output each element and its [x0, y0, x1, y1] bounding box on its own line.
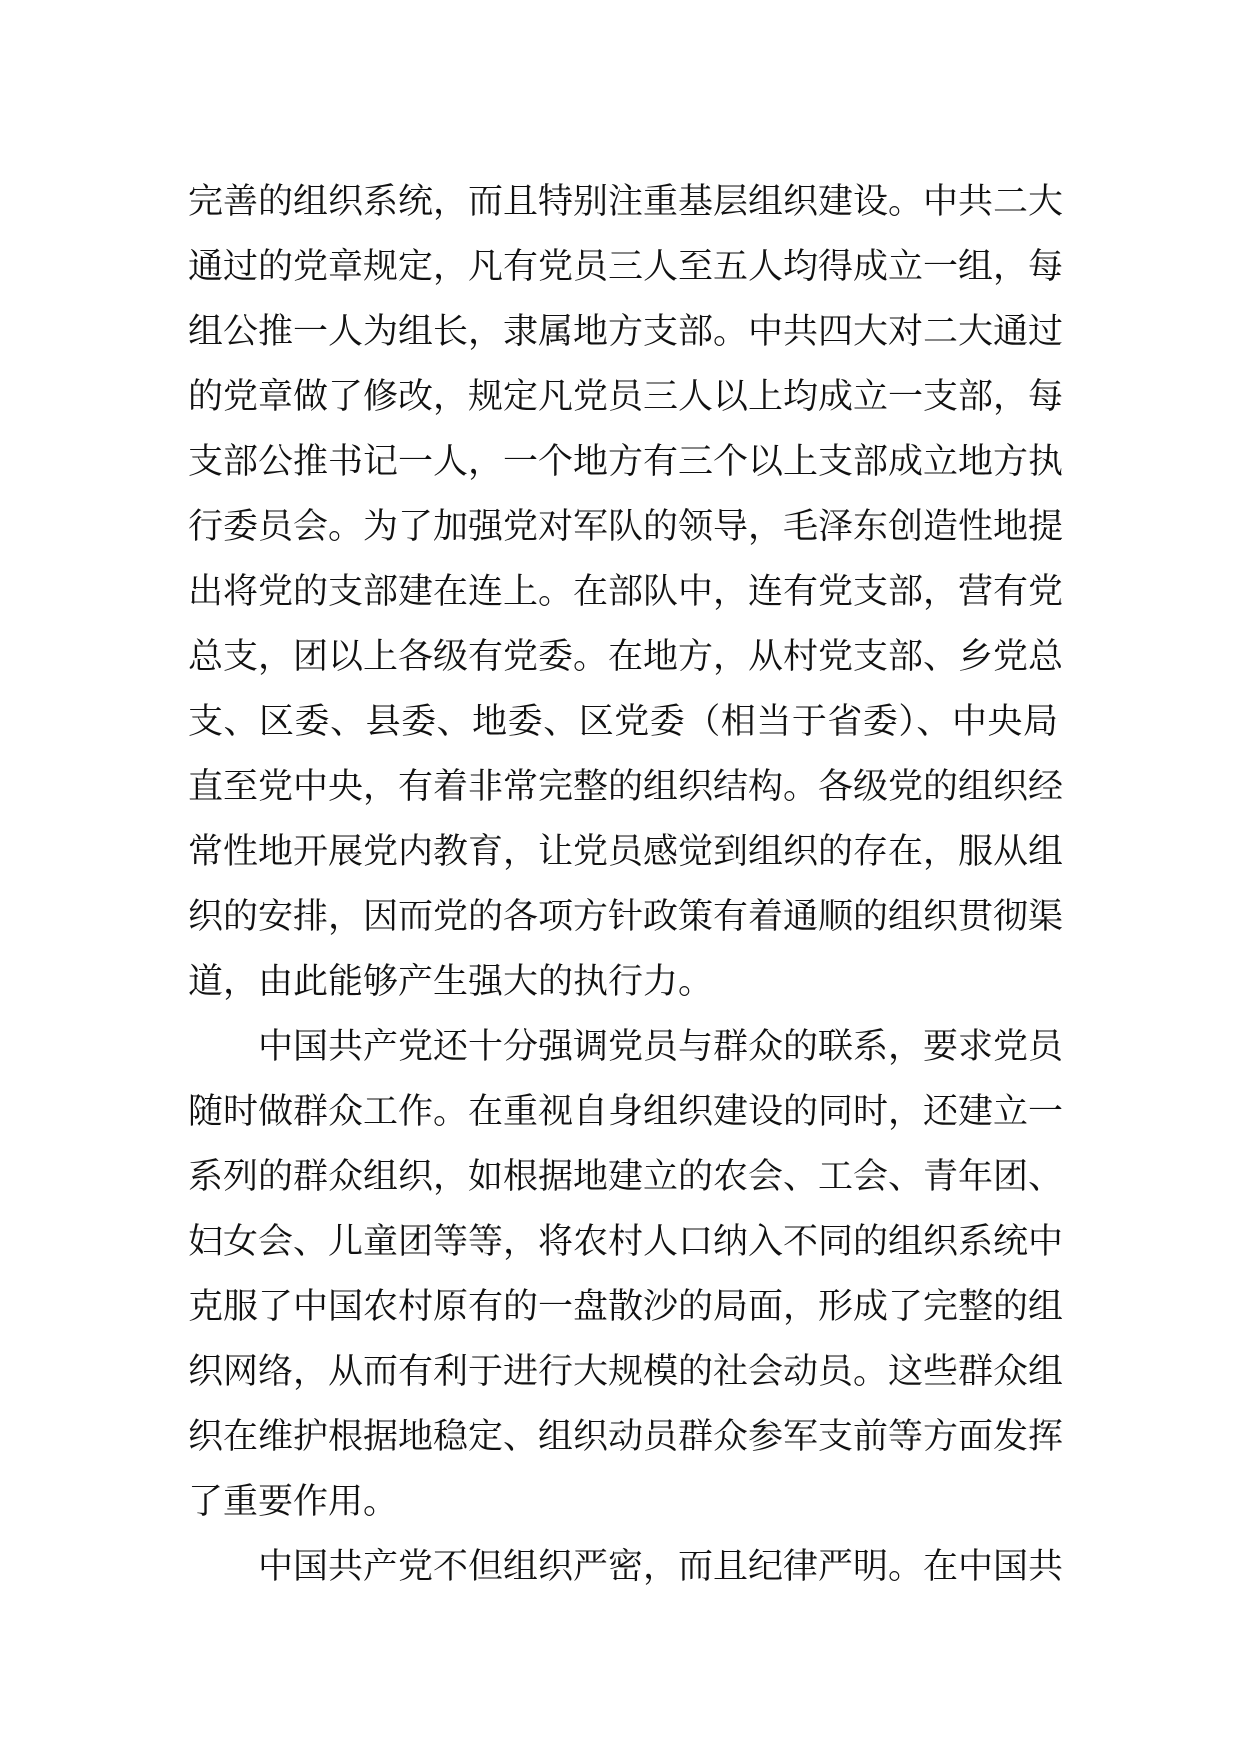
- body-text: [188, 170, 1064, 1600]
- text-line: 随时做群众工作。在重视自身组织建设的同时，还建立一: [188, 1092, 1064, 1132]
- text-line: 直至党中央，有着非常完整的组织结构。各级党的组织经: [188, 767, 1064, 807]
- paragraph: [188, 1015, 1064, 1535]
- text-line: 行委员会。为了加强党对军队的领导，毛泽东创造性地提: [188, 507, 1064, 547]
- paragraph: [188, 170, 1064, 1015]
- text-line: 支部公推书记一人，一个地方有三个以上支部成立地方执: [188, 442, 1064, 482]
- text-line: 常性地开展党内教育，让党员感觉到组织的存在，服从组: [188, 832, 1064, 872]
- text-line: 完善的组织系统，而且特别注重基层组织建设。中共二大: [188, 182, 1064, 222]
- text-line: 支、区委、县委、地委、区党委（相当于省委）、中央局: [188, 702, 1058, 742]
- text-line: 妇女会、儿童团等等，将农村人口纳入不同的组织系统中: [188, 1222, 1064, 1262]
- paragraph: [188, 1535, 1064, 1600]
- text-line: 的党章做了修改，规定凡党员三人以上均成立一支部，每: [188, 377, 1064, 417]
- text-line: 组公推一人为组长，隶属地方支部。中共四大对二大通过: [188, 312, 1064, 352]
- text-line: 中国共产党不但组织严密，而且纪律严明。在中国共: [258, 1547, 1064, 1587]
- text-line: 总支，团以上各级有党委。在地方，从村党支部、乡党总: [188, 637, 1064, 677]
- text-line: 系列的群众组织，如根据地建立的农会、工会、青年团、: [188, 1157, 1064, 1197]
- text-line: 了重要作用。: [188, 1482, 399, 1522]
- text-line: 中国共产党还十分强调党员与群众的联系，要求党员: [258, 1027, 1064, 1067]
- text-line: 织在维护根据地稳定、组织动员群众参军支前等方面发挥: [188, 1417, 1064, 1457]
- text-line: 道，由此能够产生强大的执行力。: [188, 962, 714, 1002]
- text-line: 出将党的支部建在连上。在部队中，连有党支部，营有党: [188, 572, 1064, 612]
- text-line: 织网络，从而有利于进行大规模的社会动员。这些群众组: [188, 1352, 1064, 1392]
- text-line: 织的安排，因而党的各项方针政策有着通顺的组织贯彻渠: [188, 897, 1064, 937]
- text-line: 通过的党章规定，凡有党员三人至五人均得成立一组，每: [188, 247, 1064, 287]
- text-line: 克服了中国农村原有的一盘散沙的局面，形成了完整的组: [188, 1287, 1064, 1327]
